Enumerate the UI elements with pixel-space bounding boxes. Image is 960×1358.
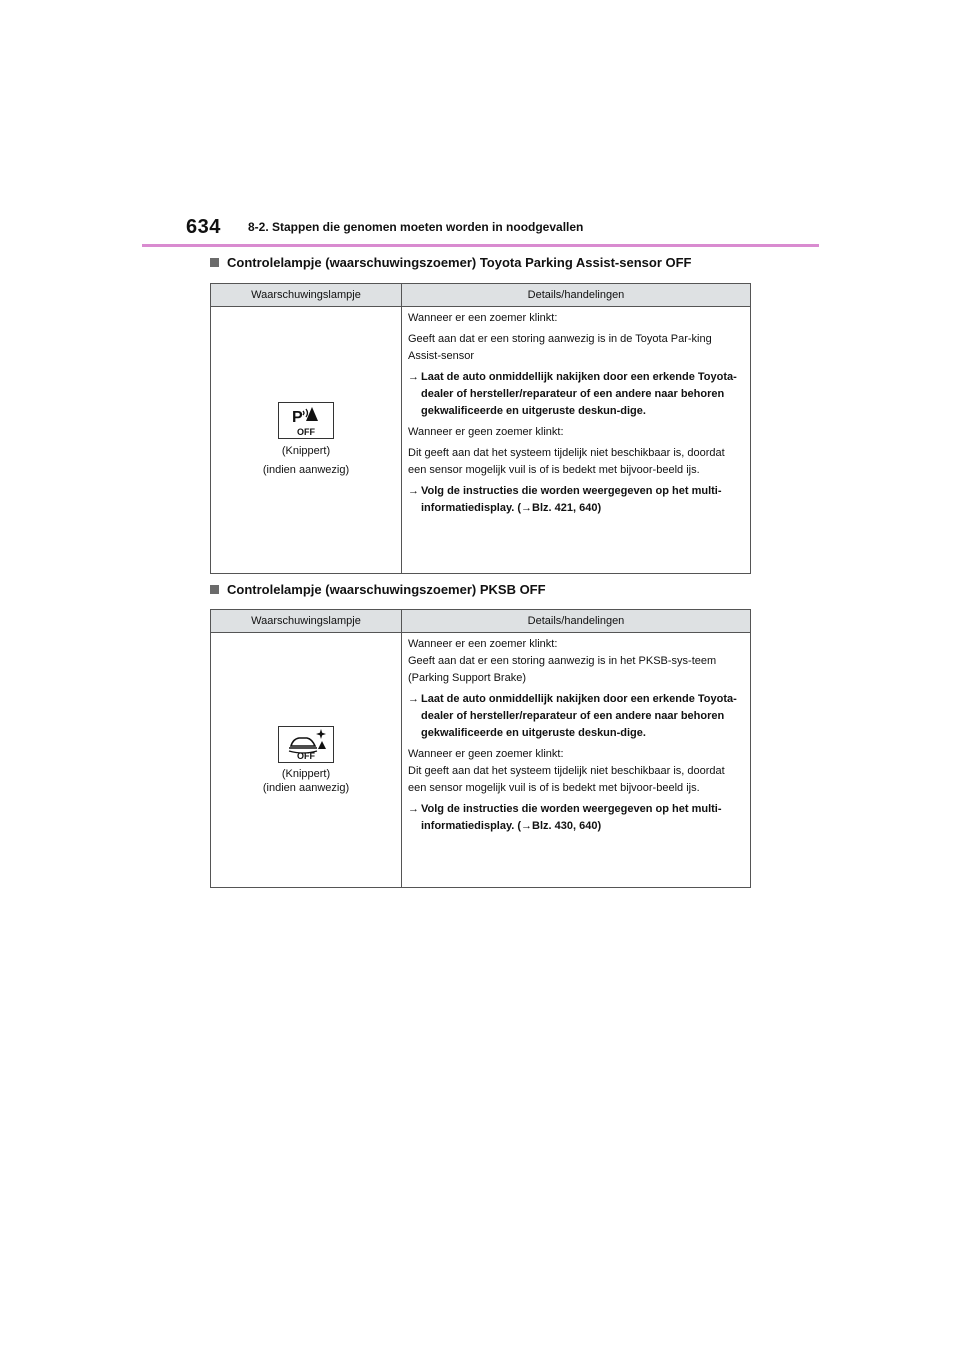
warning-table-parking-assist xyxy=(210,283,751,574)
chapter-title: 8-2. Stappen die genomen moeten worden in noodgevallen xyxy=(248,220,584,234)
buzzer-on-action xyxy=(408,691,744,742)
buzzer-on-heading: Wanneer er een zoemer klinkt: xyxy=(408,638,558,650)
buzzer-off-heading: Wanneer er geen zoemer klinkt: xyxy=(408,426,564,438)
arrow-icon: → xyxy=(408,371,419,383)
lamp-icon-text: OFF xyxy=(297,426,315,437)
action-text: Volg de instructies die worden weergegeven op het multi-informatiedisplay. (→Blz. 430, 640) xyxy=(421,803,722,832)
svg-text:P: P xyxy=(292,408,303,426)
buzzer-off-text: Dit geeft aan dat het systeem tijdelijk niet beschikbaar is, doordat een sensor mogelijk vuil is of is bedekt met bijvoor-beeld ijs. xyxy=(408,447,725,476)
action-text: Laat de auto onmiddellijk nakijken door een erkende Toyota-dealer of hersteller/reparateur of een andere naar behoren gekwalificeerde en uitgeruste deskun-dige. xyxy=(421,371,737,417)
buzzer-on-text: Geeft aan dat er een storing aanwezig is in de Toyota Par-king Assist-sensor xyxy=(408,333,712,362)
buzzer-on-text: Geeft aan dat er een storing aanwezig is in het PKSB-sys-teem (Parking Support Brake) xyxy=(408,655,717,684)
buzzer-off-action xyxy=(408,801,744,835)
details-cell xyxy=(402,307,751,574)
arrow-icon: → xyxy=(408,485,419,497)
column-header-lamp: Waarschuwingslampje xyxy=(211,610,402,633)
arrow-icon: → xyxy=(408,803,419,815)
table-header-row xyxy=(211,284,751,307)
action-text: Volg de instructies die worden weergegeven op het multi-informatiedisplay. (→Blz. 421, 640) xyxy=(421,485,722,514)
lamp-cell xyxy=(211,633,402,888)
column-header-details: Details/handelingen xyxy=(402,610,751,633)
lamp-icon-text: OFF xyxy=(297,750,315,761)
warning-table-pksb xyxy=(210,609,751,888)
lamp-caption-blink: (Knippert) xyxy=(281,767,331,780)
buzzer-off-action xyxy=(408,483,744,517)
section-title-text: Controlelampje (waarschuwingszoemer) PKSB OFF xyxy=(227,582,546,597)
section-title-parking-assist xyxy=(210,255,692,270)
lamp-caption-optional: (indien aanwezig) xyxy=(262,781,350,794)
action-text: Laat de auto onmiddellijk nakijken door een erkende Toyota-dealer of hersteller/reparateur of een andere naar behoren gekwalificeerde en uitgeruste deskun-dige. xyxy=(421,693,737,739)
section-title-text: Controlelampje (waarschuwingszoemer) Toyota Parking Assist-sensor OFF xyxy=(227,255,692,270)
buzzer-off-text: Dit geeft aan dat het systeem tijdelijk niet beschikbaar is, doordat een sensor mogelijk vuil is of is bedekt met bijvoor-beeld ijs. xyxy=(408,765,725,794)
header-rule xyxy=(142,244,819,247)
lamp-cell xyxy=(211,307,402,574)
column-header-lamp: Waarschuwingslampje xyxy=(211,284,402,307)
details-cell xyxy=(402,633,751,888)
square-bullet-icon xyxy=(210,585,219,594)
page-number: 634 xyxy=(186,216,221,238)
pksb-off-icon xyxy=(278,726,334,763)
square-bullet-icon xyxy=(210,258,219,267)
buzzer-on-action xyxy=(408,369,744,420)
section-title-pksb xyxy=(210,582,546,597)
parking-assist-off-icon xyxy=(278,402,334,439)
column-header-details: Details/handelingen xyxy=(402,284,751,307)
table-row xyxy=(211,633,751,888)
buzzer-on-heading: Wanneer er een zoemer klinkt: xyxy=(408,312,558,324)
lamp-caption-optional: (indien aanwezig) xyxy=(262,463,350,476)
arrow-icon: → xyxy=(408,693,419,705)
table-header-row xyxy=(211,610,751,633)
buzzer-off-heading: Wanneer er geen zoemer klinkt: xyxy=(408,748,564,760)
table-row xyxy=(211,307,751,574)
page-header xyxy=(142,214,819,246)
lamp-caption-blink: (Knippert) xyxy=(281,444,331,457)
